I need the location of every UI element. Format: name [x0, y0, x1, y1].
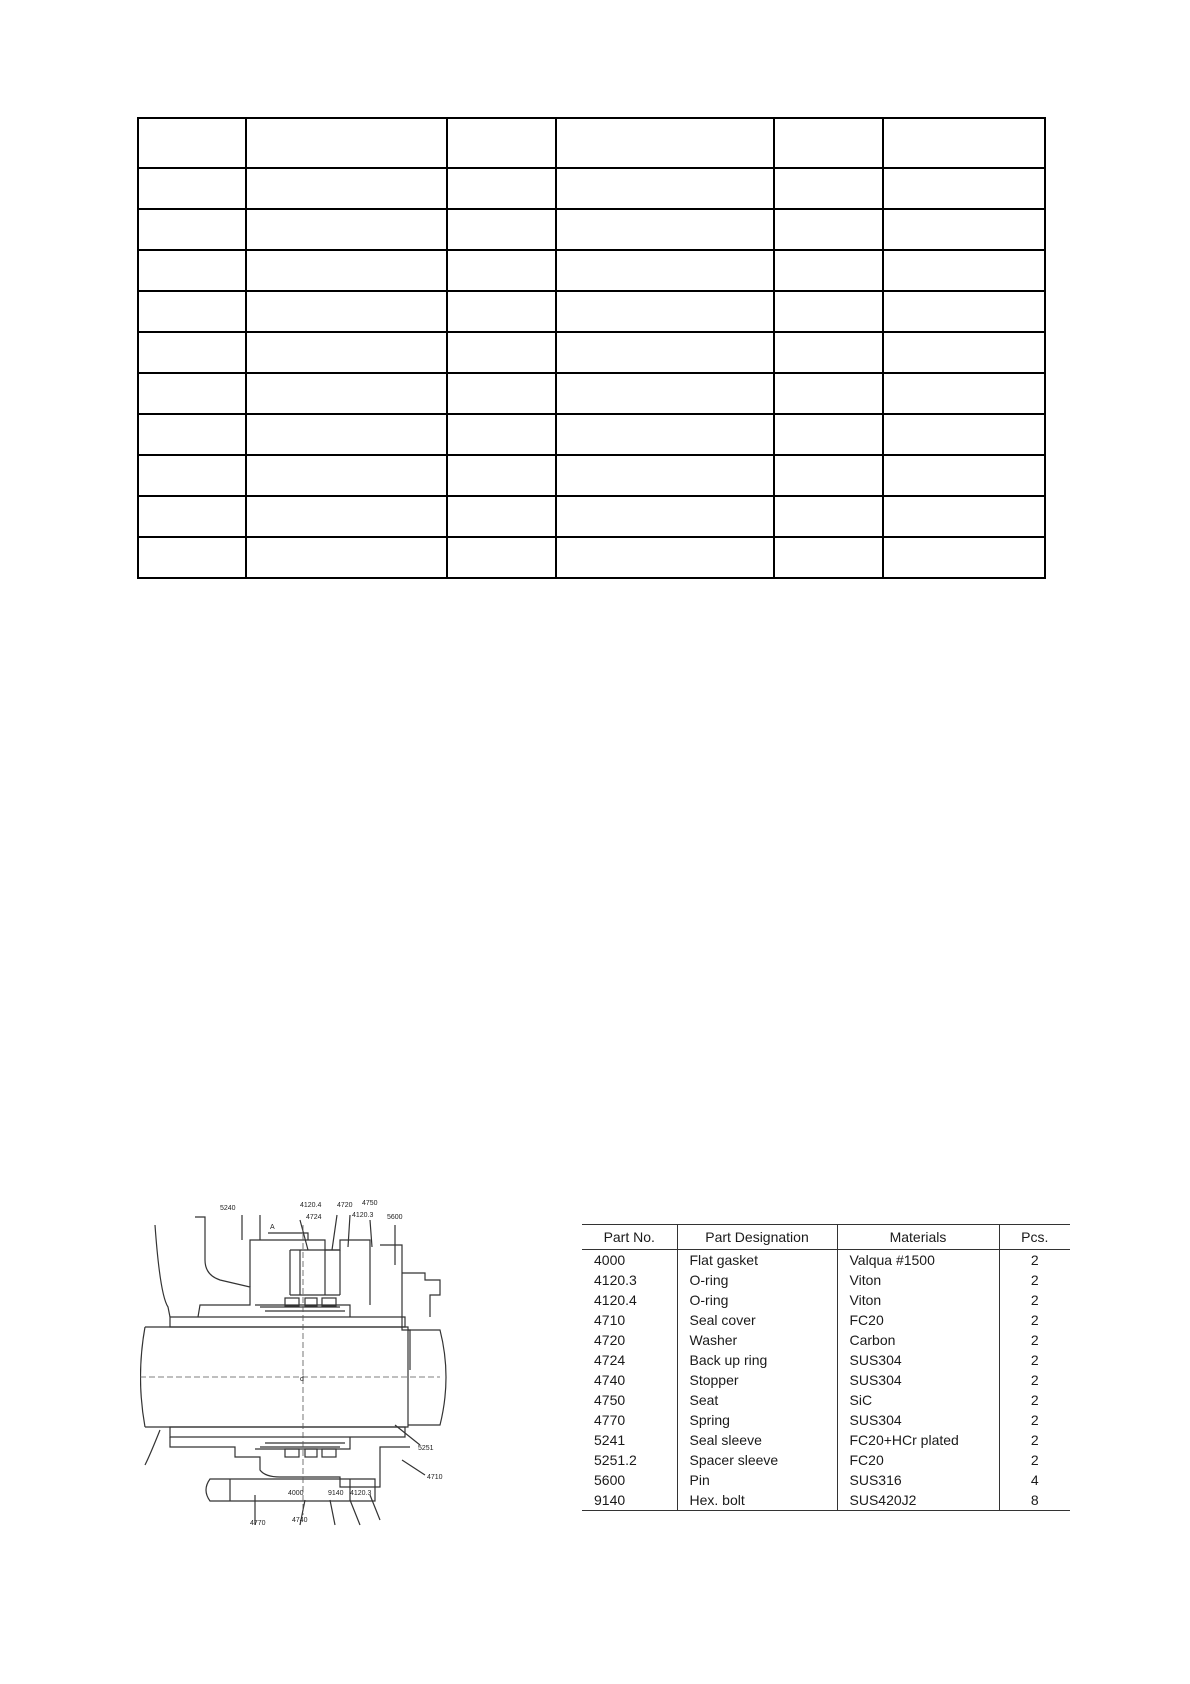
- grid-cell: [246, 455, 447, 496]
- grid-cell: [246, 291, 447, 332]
- drawing-label-4710: 4710: [427, 1474, 443, 1481]
- grid-cell: [883, 291, 1045, 332]
- drawing-label-9140: 9140: [328, 1490, 344, 1497]
- part-designation-cell: Seat: [677, 1390, 837, 1410]
- grid-cell: [556, 455, 774, 496]
- drawing-label-4120-4: 4120.4: [300, 1202, 322, 1209]
- grid-cell: [556, 291, 774, 332]
- grid-cell: [883, 118, 1045, 168]
- pcs-cell: 2: [999, 1370, 1070, 1390]
- grid-cell: [774, 168, 883, 209]
- part-no-cell: 5241: [594, 1432, 626, 1448]
- grid-cell: [556, 537, 774, 578]
- grid-cell: [774, 291, 883, 332]
- part-designation-cell: Spring: [677, 1410, 837, 1430]
- part-no-cell: 4120.3: [594, 1272, 637, 1288]
- pcs-cell: 2: [999, 1270, 1070, 1290]
- grid-cell: [774, 455, 883, 496]
- part-no-cell: 4770: [594, 1412, 626, 1428]
- grid-cell: [246, 332, 447, 373]
- grid-cell: [138, 414, 246, 455]
- grid-cell: [774, 373, 883, 414]
- grid-cell: [774, 537, 883, 578]
- header-part-designation: Part Designation: [677, 1225, 837, 1250]
- header-part-no: Part No.: [582, 1225, 677, 1250]
- grid-cell: [447, 414, 556, 455]
- part-no-cell: 4710: [594, 1312, 626, 1328]
- grid-cell: [138, 455, 246, 496]
- grid-cell: [556, 496, 774, 537]
- grid-cell: [246, 250, 447, 291]
- grid-cell: [447, 373, 556, 414]
- pcs-cell: 8: [999, 1490, 1070, 1511]
- drawing-label-4750: 4750: [362, 1200, 378, 1207]
- materials-cell: SUS420J2: [837, 1490, 999, 1511]
- pcs-cell: 2: [999, 1430, 1070, 1450]
- drawing-label-4120-3-top: 4120.3: [352, 1212, 374, 1219]
- part-no-cell: 4750: [594, 1392, 626, 1408]
- part-designation-cell: O-ring: [677, 1290, 837, 1310]
- materials-cell: Viton: [837, 1270, 999, 1290]
- drawing-label-5600: 5600: [387, 1214, 403, 1221]
- table-row: [582, 1430, 1070, 1450]
- table-row: [582, 1270, 1070, 1290]
- grid-cell: [138, 209, 246, 250]
- grid-cell: [447, 250, 556, 291]
- drawing-label-4720: 4720: [337, 1202, 353, 1209]
- grid-cell: [883, 414, 1045, 455]
- grid-cell: [138, 537, 246, 578]
- grid-cell: [447, 455, 556, 496]
- grid-row: [138, 332, 1045, 373]
- part-designation-cell: Seal cover: [677, 1310, 837, 1330]
- grid-cell: [883, 250, 1045, 291]
- grid-row: [138, 373, 1045, 414]
- table-row: [582, 1350, 1070, 1370]
- part-no-cell: 4724: [594, 1352, 626, 1368]
- pcs-cell: 2: [999, 1290, 1070, 1310]
- part-designation-cell: Back up ring: [677, 1350, 837, 1370]
- table-row: [582, 1450, 1070, 1470]
- grid-cell: [138, 496, 246, 537]
- grid-cell: [556, 373, 774, 414]
- table-row: [582, 1490, 1070, 1511]
- grid-cell: [447, 291, 556, 332]
- drawing-label-4000: 4000: [288, 1490, 304, 1497]
- pcs-cell: 2: [999, 1250, 1070, 1271]
- table-row: [582, 1410, 1070, 1430]
- grid-cell: [138, 118, 246, 168]
- grid-row: [138, 118, 1045, 168]
- materials-cell: SUS304: [837, 1350, 999, 1370]
- materials-cell: Viton: [837, 1290, 999, 1310]
- grid-row: [138, 168, 1045, 209]
- table-row: [582, 1370, 1070, 1390]
- part-designation-cell: Hex. bolt: [677, 1490, 837, 1511]
- grid-cell: [447, 118, 556, 168]
- pcs-cell: 2: [999, 1450, 1070, 1470]
- grid-row: [138, 496, 1045, 537]
- part-designation-cell: O-ring: [677, 1270, 837, 1290]
- part-no-cell: 5600: [594, 1472, 626, 1488]
- grid-cell: [556, 209, 774, 250]
- drawing-label-4120-3-bottom: 4120.3: [350, 1490, 372, 1497]
- drawing-label-5240: 5240: [220, 1205, 236, 1212]
- part-designation-cell: Stopper: [677, 1370, 837, 1390]
- grid-row: [138, 291, 1045, 332]
- grid-cell: [138, 373, 246, 414]
- pcs-cell: 2: [999, 1310, 1070, 1330]
- header-materials: Materials: [837, 1225, 999, 1250]
- grid-cell: [138, 250, 246, 291]
- grid-row: [138, 250, 1045, 291]
- table-row: [582, 1390, 1070, 1410]
- grid-cell: [138, 332, 246, 373]
- part-designation-cell: Flat gasket: [677, 1250, 837, 1271]
- grid-cell: [774, 414, 883, 455]
- empty-grid-table: [137, 117, 1046, 579]
- grid-cell: [774, 250, 883, 291]
- materials-cell: SUS304: [837, 1410, 999, 1430]
- grid-cell: [246, 118, 447, 168]
- grid-row: [138, 209, 1045, 250]
- grid-cell: [447, 209, 556, 250]
- table-row: [582, 1290, 1070, 1310]
- table-row: [582, 1330, 1070, 1350]
- drawing-label-5251: 5251: [418, 1445, 434, 1452]
- materials-cell: Valqua #1500: [837, 1250, 999, 1271]
- parts-list-body: [582, 1250, 1070, 1511]
- grid-cell: [138, 168, 246, 209]
- part-no-cell: 4000: [594, 1252, 626, 1268]
- header-pcs: Pcs.: [999, 1225, 1070, 1250]
- grid-cell: [246, 537, 447, 578]
- grid-row: [138, 414, 1045, 455]
- grid-cell: [447, 537, 556, 578]
- table-row: [582, 1470, 1070, 1490]
- grid-cell: [246, 373, 447, 414]
- grid-cell: [774, 118, 883, 168]
- grid-cell: [447, 496, 556, 537]
- grid-cell: [556, 332, 774, 373]
- grid-cell: [883, 209, 1045, 250]
- materials-cell: SiC: [837, 1390, 999, 1410]
- part-no-cell: 4740: [594, 1372, 626, 1388]
- materials-cell: SUS304: [837, 1370, 999, 1390]
- grid-cell: [774, 332, 883, 373]
- materials-cell: FC20: [837, 1310, 999, 1330]
- materials-cell: FC20: [837, 1450, 999, 1470]
- materials-cell: Carbon: [837, 1330, 999, 1350]
- empty-grid-body: [138, 118, 1045, 578]
- materials-cell: FC20+HCr plated: [837, 1430, 999, 1450]
- grid-cell: [246, 496, 447, 537]
- part-designation-cell: Spacer sleeve: [677, 1450, 837, 1470]
- grid-row: [138, 455, 1045, 496]
- table-row: [582, 1250, 1070, 1271]
- grid-cell: [883, 496, 1045, 537]
- seal-cross-section-drawing: [140, 1195, 540, 1530]
- grid-cell: [883, 168, 1045, 209]
- grid-cell: [883, 332, 1045, 373]
- grid-cell: [774, 496, 883, 537]
- grid-cell: [883, 455, 1045, 496]
- grid-cell: [556, 250, 774, 291]
- pcs-cell: 2: [999, 1390, 1070, 1410]
- pcs-cell: 2: [999, 1410, 1070, 1430]
- pcs-cell: 4: [999, 1470, 1070, 1490]
- part-no-cell: 4720: [594, 1332, 626, 1348]
- grid-cell: [774, 209, 883, 250]
- drawing-label-4770: 4770: [250, 1520, 266, 1527]
- grid-cell: [138, 291, 246, 332]
- drawing-label-4724: 4724: [306, 1214, 322, 1221]
- drawing-label-4740: 4740: [292, 1517, 308, 1524]
- grid-cell: [556, 414, 774, 455]
- parts-list-table: [582, 1224, 1070, 1511]
- grid-cell: [883, 537, 1045, 578]
- part-designation-cell: Pin: [677, 1470, 837, 1490]
- grid-cell: [246, 168, 447, 209]
- grid-cell: [246, 414, 447, 455]
- grid-cell: [447, 332, 556, 373]
- grid-cell: [556, 118, 774, 168]
- grid-row: [138, 537, 1045, 578]
- table-row: [582, 1310, 1070, 1330]
- parts-list-header-row: [582, 1225, 1070, 1250]
- part-no-cell: 5251.2: [594, 1452, 637, 1468]
- pcs-cell: 2: [999, 1330, 1070, 1350]
- part-designation-cell: Seal sleeve: [677, 1430, 837, 1450]
- pcs-cell: 2: [999, 1350, 1070, 1370]
- drawing-label-a: A: [270, 1224, 275, 1231]
- part-designation-cell: Washer: [677, 1330, 837, 1350]
- materials-cell: SUS316: [837, 1470, 999, 1490]
- part-no-cell: 4120.4: [594, 1292, 637, 1308]
- grid-cell: [246, 209, 447, 250]
- part-no-cell: 9140: [582, 1490, 677, 1511]
- drawing-label-d: d: [300, 1376, 304, 1383]
- grid-cell: [556, 168, 774, 209]
- grid-cell: [447, 168, 556, 209]
- grid-cell: [883, 373, 1045, 414]
